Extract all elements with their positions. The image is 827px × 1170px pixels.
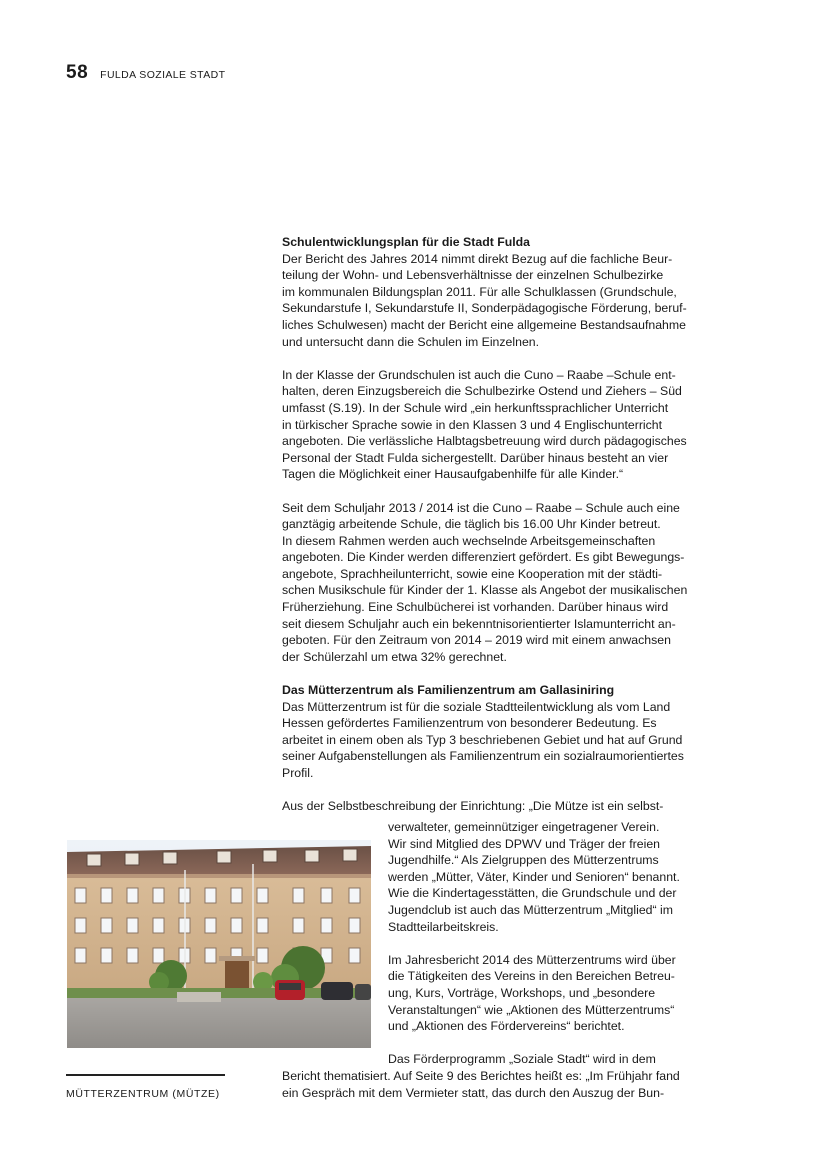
wrapped-text-block [388,819,704,1068]
text-line: liches Schulwesen) macht der Bericht eine allgemeine Bestandsaufnahme [282,317,686,332]
text-line: arbeitet in einem oben als Typ 3 beschriebenen Gebiet und hat auf Grund [282,732,683,747]
text-line: Tagen die Möglichkeit einer Hausaufgabenhilfe für alle Kinder.“ [282,467,624,482]
text-line: im kommunalen Bildungsplan 2011. Für alle Schulklassen (Grundschule, [282,284,677,299]
text-line: In der Klasse der Grundschulen ist auch die Cuno – Raabe –Schule ent- [282,367,676,382]
text-line: Stadtteilarbeitskreis. [388,919,499,934]
text-line: Seit dem Schuljahr 2013 / 2014 ist die Cuno – Raabe – Schule auch eine [282,500,680,515]
text-line: Wir sind Mitglied des DPWV und Träger der freien [388,836,661,851]
text-line: Bericht thematisiert. Auf Seite 9 des Berichtes heißt es: „Im Frühjahr fand [282,1069,680,1083]
text-line: angebote, Sprachheilunterricht, sowie eine Kooperation mit der städti- [282,566,663,581]
text-line: Jugendhilfe.“ Als Zielgruppen des Mütterzentrums [388,853,659,868]
text-line: schen Musikschule für Kinder der 1. Klasse als Angebot der musikalischen [282,583,688,598]
text-line: geboten. Für den Zeitraum von 2014 – 2019 wird mit einem anwachsen [282,633,671,648]
text-line: Wie die Kindertagesstätten, die Grundschule und der [388,886,677,901]
text-line: umfasst (S.19). In der Schule wird „ein herkunftssprachlicher Unterricht [282,400,669,415]
continuation-text-block [282,1068,702,1101]
text-line: In diesem Rahmen werden auch wechselnde Arbeitsgemeinschaften [282,533,656,548]
text-line: Veranstaltungen“ wie „Aktionen des Mütterzentrums“ [388,1002,675,1017]
text-line: angeboten. Die verlässliche Halbtagsbetreuung wird durch pädagogisches [282,434,687,449]
figure-caption: MÜTTERZENTRUM (MÜTZE) [66,1088,220,1100]
text-line: halten, deren Einzugsbereich die Schulbezirke Ostend und Ziehers – Süd [282,384,682,399]
text-line: der Schülerzahl um etwa 32% gerechnet. [282,649,507,664]
text-line: Im Jahresbericht 2014 des Mütterzentrums wird über [388,952,676,967]
text-line: Das Mütterzentrum ist für die soziale Stadtteilentwicklung als vom Land [282,699,671,714]
text-line: verwalteter, gemeinnütziger eingetragener Verein. [388,820,660,834]
main-text-column [282,234,702,815]
text-line: Hessen gefördertes Familienzentrum von besonderer Bedeutung. Es [282,716,657,731]
text-line: Jugendclub ist auch das Mütterzentrum „Mitglied“ im [388,902,673,917]
text-line: seit diesem Schuljahr auch ein bekenntnisorientierter Islamunterricht an- [282,616,676,631]
running-title: FULDA SOZIALE STADT [100,69,226,81]
text-line: ganztägig arbeitende Schule, die täglich bis 16.00 Uhr Kinder betreut. [282,517,661,532]
page-number: 58 [66,62,89,83]
text-line: Das Förderprogramm „Soziale Stadt“ wird in dem [388,1052,656,1067]
building-photo [67,840,371,1048]
text-line: und „Aktionen des Fördervereins“ berichtet. [388,1019,625,1034]
text-line: seiner Aufgabenstellungen als Familienzentrum ein sozialraumorientiertes [282,749,684,764]
text-line: und untersucht dann die Schulen im Einzelnen. [282,334,540,349]
text-line: Sekundarstufe I, Sekundarstufe II, Sonderpädagogische Förderung, beruf- [282,301,687,316]
text-line: Aus der Selbstbeschreibung der Einrichtung: „Die Mütze ist ein selbst- [282,799,664,814]
text-line: Der Bericht des Jahres 2014 nimmt direkt Bezug auf die fachliche Beur- [282,251,673,266]
text-line: ung, Kurs, Vorträge, Workshops, und „besondere [388,985,656,1000]
text-line: Profil. [282,766,314,780]
caption-divider [66,1074,225,1076]
text-line: angeboten. Die Kinder werden differenziert gefördert. Es gibt Bewegungs- [282,550,685,565]
text-line: die Tätigkeiten des Vereins in den Bereichen Betreu- [388,969,675,984]
text-line: ein Gespräch mit dem Vermieter statt, das durch den Auszug der Bun- [282,1085,665,1100]
text-line: Personal der Stadt Fulda sichergestellt. Darüber hinaus besteht an vier [282,450,669,465]
text-line: werden „Mütter, Väter, Kinder und Senioren“ benannt. [388,869,680,884]
section-heading-schulentwicklungsplan: Schulentwicklungsplan für die Stadt Fulda [282,235,531,249]
text-line: in türkischer Sprache sowie in den Klassen 3 und 4 Englischunterricht [282,417,663,432]
text-line: teilung der Wohn- und Lebensverhältnisse der einzelnen Schulbezirke [282,268,664,283]
section-heading-muetterzentrum: Das Mütterzentrum als Familienzentrum am Gallasiniring [282,683,615,698]
page-header [66,62,225,84]
text-line: Früherziehung. Eine Schulbücherei ist vorhanden. Darüber hinaus wird [282,600,669,615]
